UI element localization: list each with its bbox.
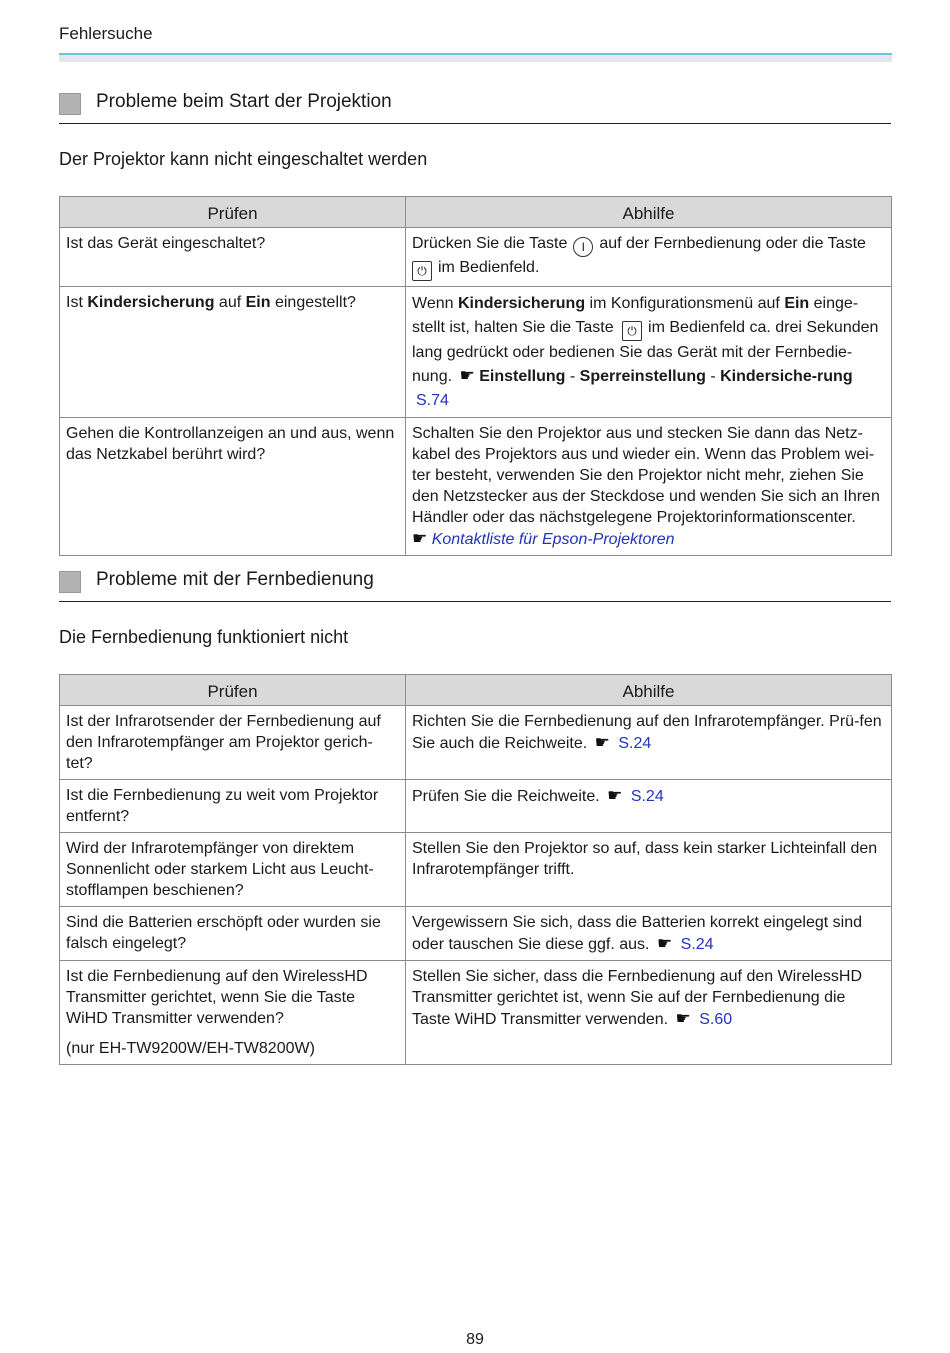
table-row <box>60 228 892 287</box>
header-rule <box>59 53 892 62</box>
check-cell <box>60 907 406 961</box>
remedy-text: Stellen Sie den Projektor so auf, dass kein starker Lichteinfall den Infrarotempfänger trifft. <box>412 840 878 878</box>
panel-power-button-icon: ⏻ <box>622 321 642 341</box>
remedy-cell <box>406 418 892 556</box>
check-text: Ist das Gerät eingeschaltet? <box>66 235 266 252</box>
menu-path-separator: - <box>705 368 721 385</box>
check-cell <box>60 228 406 287</box>
page-reference-link[interactable]: S.74 <box>416 391 449 409</box>
remedy-cell <box>406 961 892 1065</box>
panel-power-button-icon: ⏻ <box>412 261 432 281</box>
remedy-text-bold: Ein <box>784 295 810 312</box>
check-text: Sind die Batterien erschöpft oder wurden sie falsch eingelegt? <box>66 914 381 952</box>
remedy-cell <box>406 780 892 833</box>
section-title: Probleme mit der Fernbedienung <box>96 569 374 590</box>
remedy-text: Drücken Sie die Taste <box>412 235 568 252</box>
contact-list-link[interactable]: Kontaktliste für Epson-Projektoren <box>431 531 675 548</box>
check-text: eingestellt? <box>270 294 356 311</box>
column-header-check: Prüfen <box>60 675 406 706</box>
menu-path-text: Einstellung <box>479 368 566 385</box>
remedy-cell <box>406 228 892 287</box>
check-text: Wird der Infrarotempfänger von direktem Sonnenlicht oder starkem Licht aus Leucht-stofflampen beschienen? <box>66 840 374 899</box>
remedy-text-bold: Kindersicherung <box>457 295 586 312</box>
remedy-text: Vergewissern Sie sich, dass die Batterien korrekt eingelegt sind oder tauschen Sie diese ggf. aus. <box>412 914 863 953</box>
pointing-hand-icon: ☛ <box>412 529 428 548</box>
check-text: Gehen die Kontrollanzeigen an und aus, wenn das Netzkabel berührt wird? <box>66 425 395 463</box>
check-cell <box>60 833 406 907</box>
check-text: Ist <box>66 294 88 311</box>
check-text: auf <box>214 294 246 311</box>
remedy-cell <box>406 287 892 418</box>
pointing-hand-icon: ☛ <box>675 1009 691 1028</box>
table-row <box>60 418 892 556</box>
page-reference-link[interactable]: S.60 <box>699 1011 733 1028</box>
table-row <box>60 907 892 961</box>
table-row <box>60 780 892 833</box>
pointing-hand-icon: ☛ <box>594 733 610 752</box>
remedy-text: im Bedienfeld ca. drei Sekunden lang gedrückt oder bedienen Sie das Gerät mit der Fernbedie-nung. <box>412 318 879 385</box>
remedy-text: Stellen Sie sicher, dass die Fernbedienung auf den WirelessHD Transmitter gerichtet ist, wenn Sie auf der Fernbedienung die Taste WiHD Transmitter verwenden. <box>412 968 863 1028</box>
page-reference-link[interactable]: S.24 <box>630 788 664 805</box>
check-text: Ist die Fernbedienung zu weit vom Projektor entfernt? <box>66 787 379 825</box>
check-text-bold: Ein <box>245 294 271 311</box>
table-row <box>60 833 892 907</box>
page-reference-link[interactable]: S.24 <box>680 936 714 953</box>
check-cell <box>60 780 406 833</box>
pointing-hand-icon: ☛ <box>607 786 623 805</box>
remedy-text: im Konfigurationsmenü auf <box>585 295 785 312</box>
check-cell <box>60 287 406 418</box>
section-square-icon <box>59 571 81 593</box>
page-number: 89 <box>466 1331 484 1348</box>
remedy-text: im Bedienfeld. <box>438 259 540 276</box>
column-header-remedy: Abhilfe <box>406 197 892 228</box>
remote-power-button-icon: I <box>573 237 593 257</box>
remedy-cell <box>406 907 892 961</box>
remedy-text: Prüfen Sie die Reichweite. <box>412 788 600 805</box>
check-text: Ist der Infrarotsender der Fernbedienung auf den Infrarotempfänger am Projektor gerich-tet? <box>66 713 381 772</box>
menu-path-text: Sperreinstellung <box>579 368 706 385</box>
remedy-cell <box>406 833 892 907</box>
remedy-text: Richten Sie die Fernbedienung auf den Infrarotempfänger. Prü-fen Sie auch die Reichweite. <box>412 713 882 752</box>
column-header-check: Prüfen <box>60 197 406 228</box>
table-header-row <box>60 675 892 706</box>
menu-path-separator: - <box>565 368 580 385</box>
check-text-bold: Kindersicherung <box>87 294 215 311</box>
table-header-row <box>60 197 892 228</box>
check-text: Ist die Fernbedienung auf den WirelessHD Transmitter gerichtet, wenn Sie die Taste WiHD Transmitter verwenden? <box>66 968 368 1027</box>
section-subtitle: Die Fernbedienung funktioniert nicht <box>59 627 349 647</box>
column-header-remedy: Abhilfe <box>406 675 892 706</box>
menu-path-text: Kindersiche-rung <box>720 368 853 385</box>
remedy-text: einge-stellt ist, halten Sie die Taste <box>412 295 859 336</box>
table-row <box>60 706 892 780</box>
remedy-text: auf der Fernbedienung oder die Taste <box>599 235 866 252</box>
troubleshooting-table-start <box>59 196 892 556</box>
section-heading-remote <box>59 571 891 602</box>
section-subtitle: Der Projektor kann nicht eingeschaltet werden <box>59 149 428 169</box>
remedy-cell <box>406 706 892 780</box>
section-heading-start <box>59 93 891 124</box>
section-square-icon <box>59 93 81 115</box>
table-row <box>60 961 892 1065</box>
section-title: Probleme beim Start der Projektion <box>96 91 392 112</box>
check-cell <box>60 418 406 556</box>
table-row <box>60 287 892 418</box>
page-reference-link[interactable]: S.24 <box>618 735 652 752</box>
pointing-hand-icon: ☛ <box>656 934 673 953</box>
check-cell <box>60 961 406 1065</box>
model-note: (nur EH-TW9200W/EH-TW8200W) <box>66 1040 315 1057</box>
check-cell <box>60 706 406 780</box>
troubleshooting-table-remote <box>59 674 892 1065</box>
pointing-hand-icon: ☛ <box>459 366 475 385</box>
remedy-text: Wenn <box>412 295 458 312</box>
remedy-text: Schalten Sie den Projektor aus und stecken Sie dann das Netz-kabel des Projektors aus und wieder ein. Wenn das Problem wei-ter besteht, verwenden Sie den Projektor nicht mehr, ziehen Sie den Netzstecker aus der Steckdose und wenden Sie sich an Ihren Händler oder das nächstgelegene Projektorinformationscenter. <box>412 425 880 526</box>
page-header-title: Fehlersuche <box>59 24 153 43</box>
